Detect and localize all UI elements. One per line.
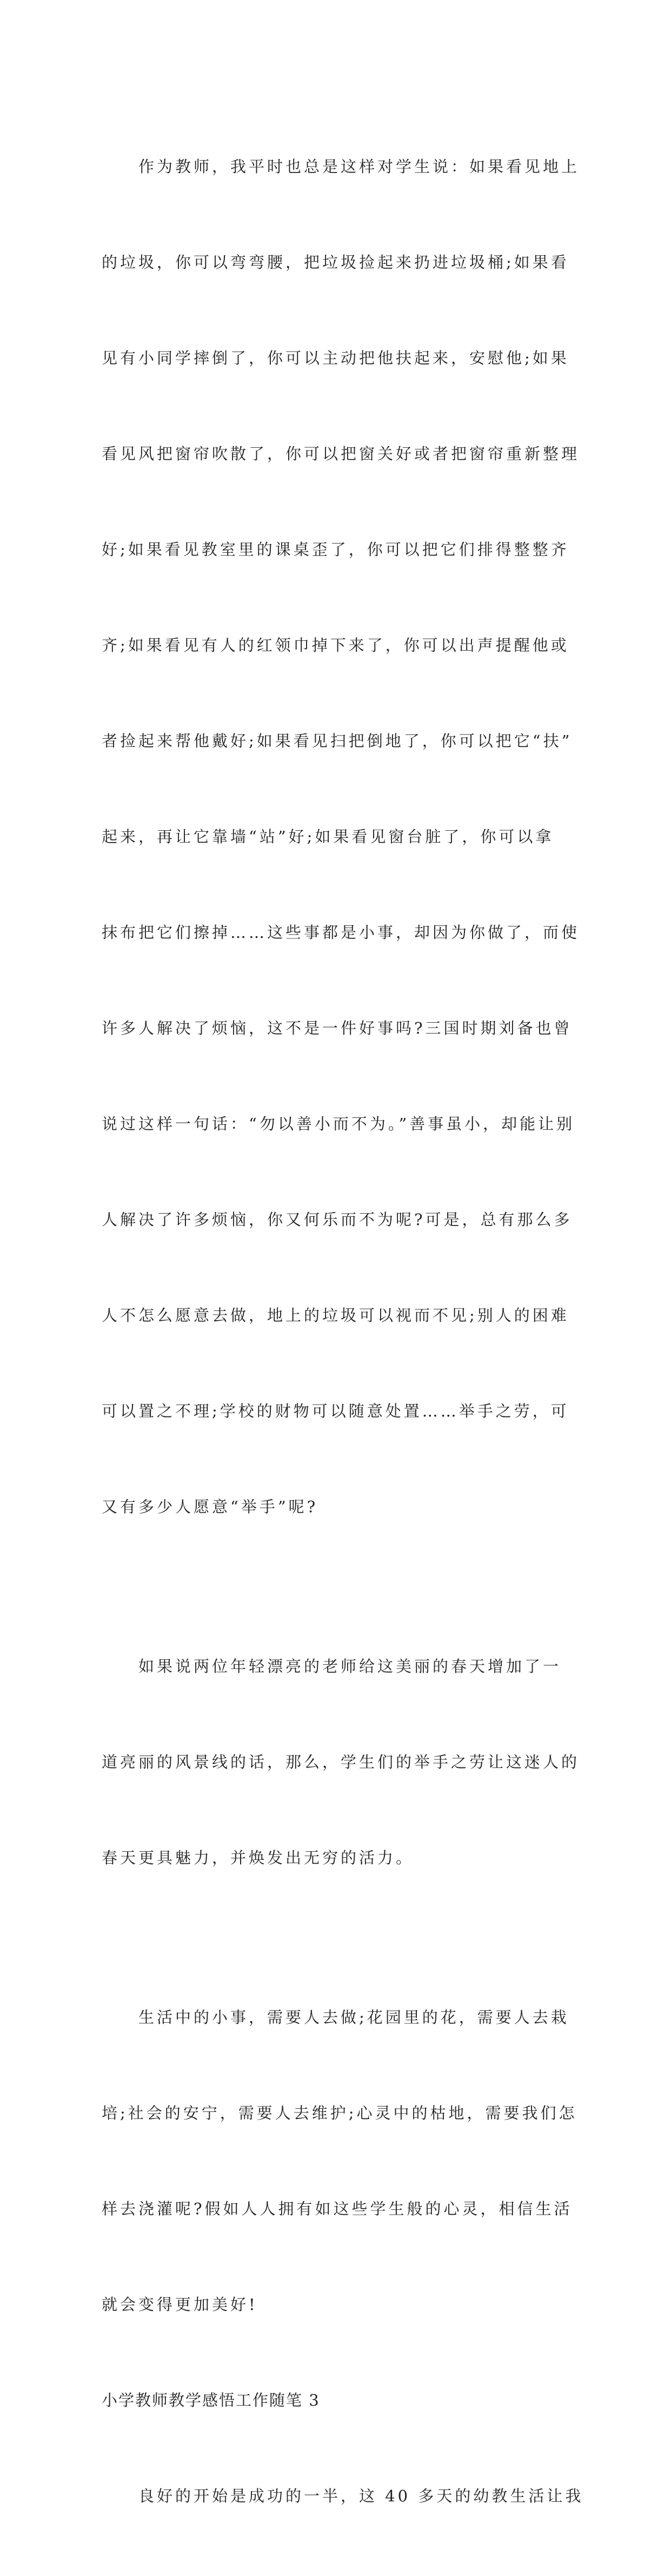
section-heading: 小学教师教学感悟工作随笔 3 [102, 2391, 320, 2409]
document-body [102, 87, 584, 2576]
text-line: 培;社会的安宁，需要人去维护;心灵中的枯地，需要我们怎 [102, 2104, 577, 2122]
text-line: 如果说两位年轻漂亮的老师给这美丽的春天增加了一 [138, 1657, 562, 1676]
text-line: 生活中的小事，需要人去做;花园里的花，需要人去栽 [138, 2008, 569, 2027]
paragraph-2 [102, 1587, 580, 1938]
text-line: 人不怎么愿意去做，地上的垃圾可以视而不见;别人的困难 [102, 1306, 569, 1325]
text-line: 人解决了许多烦恼，你又何乐而不为呢?可是，总有那么多 [102, 1210, 573, 1229]
text-line: 道亮丽的风景线的话，那么，学生们的举手之劳让这迷人的 [102, 1753, 580, 1771]
text-line: 好;如果看见教室里的课桌歪了，你可以把它们排得整整齐 [102, 540, 569, 559]
paragraph-3 [102, 1938, 577, 2385]
text-line: 作为教师，我平时也总是这样对学生说：如果看见地上 [138, 157, 580, 176]
text-line: 样去浇灌呢?假如人人拥有如这些学生般的心灵，相信生活 [102, 2200, 573, 2218]
text-line: 可以置之不理;学校的财物可以随意处置……举手之劳，可 [102, 1402, 569, 1420]
text-line: 看见风把窗帘吹散了，你可以把窗关好或者把窗帘重新整理 [102, 445, 580, 463]
text-line: 就会变得更加美好! [102, 2295, 258, 2314]
text-line: 见有小同学摔倒了，你可以主动把他扶起来，安慰他;如果 [102, 349, 569, 367]
text-line: 齐;如果看见有人的红领巾掉下来了，你可以出声提醒他或 [102, 636, 569, 654]
paragraph-4 [102, 2416, 584, 2576]
text-line: 抹布把它们擦掉……这些事都是小事，却因为你做了，而使 [102, 923, 580, 942]
text-line: 说过这样一句话：“勿以善小而不为。”善事虽小，却能让别 [102, 1115, 575, 1133]
text-line: 良好的开始是成功的一半，这 40 多天的幼教生活让我 [138, 2487, 584, 2505]
text-line: 许多人解决了烦恼，这不是一件好事吗?三国时期刘备也曾 [102, 1019, 573, 1037]
text-line: 起来，再让它靠墙“站”好;如果看见窗台脏了，你可以拿 [102, 827, 554, 846]
paragraph-1 [102, 87, 580, 1587]
text-line: 又有多少人愿意“举手”呢? [102, 1498, 318, 1516]
text-line: 春天更具魅力，并焕发出无穷的活力。 [102, 1849, 415, 1867]
text-line: 的垃圾，你可以弯弯腰，把垃圾捡起来扔进垃圾桶;如果看 [102, 253, 569, 271]
text-line: 者捡起来帮他戴好;如果看见扫把倒地了，你可以把它“扶” [102, 732, 573, 750]
